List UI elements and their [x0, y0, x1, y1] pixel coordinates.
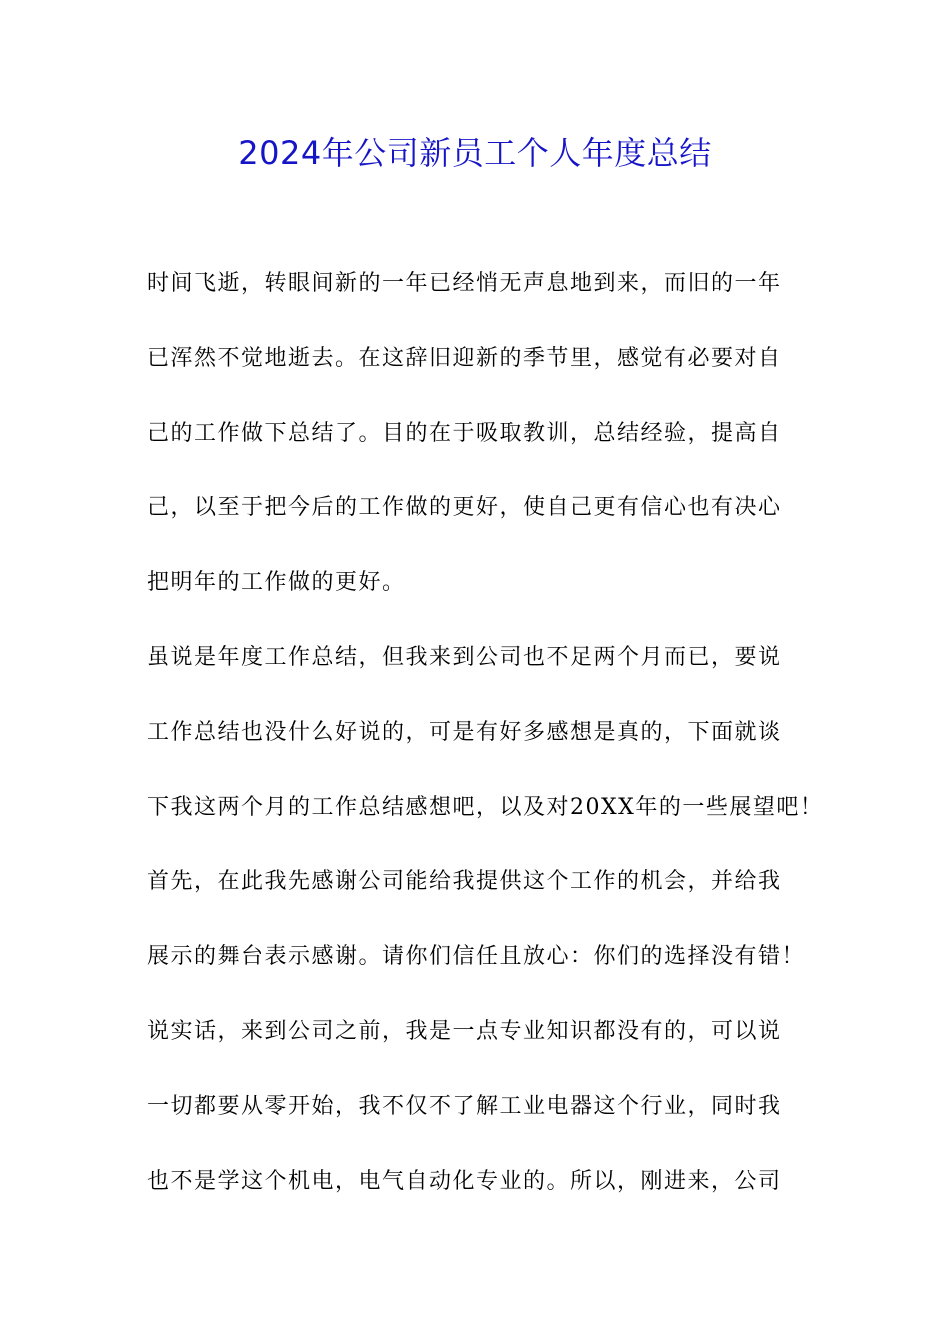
text-line: 把明年的工作做的更好。: [147, 570, 406, 596]
document-title: 2024年公司新员工个人年度总结: [238, 134, 712, 172]
text-line: 下我这两个月的工作总结感想吧，以及对20XX年的一些展望吧！: [147, 794, 824, 820]
text-line: 首先，在此我先感谢公司能给我提供这个工作的机会，并给我: [147, 869, 782, 895]
text-line: 一切都要从零开始，我不仅不了解工业电器这个行业，同时我: [147, 1093, 782, 1119]
text-line: 己，以至于把今后的工作做的更好，使自己更有信心也有决心: [147, 495, 782, 521]
text-line: 已浑然不觉地逝去。在这辞旧迎新的季节里，感觉有必要对自: [147, 345, 782, 371]
text-line: 说实话，来到公司之前，我是一点专业知识都没有的，可以说: [147, 1018, 782, 1044]
text-line: 展示的舞台表示感谢。请你们信任且放心：你们的选择没有错！: [147, 944, 806, 970]
text-line: 工作总结也没什么好说的，可是有好多感想是真的，下面就谈: [147, 719, 782, 745]
text-line: 虽说是年度工作总结，但我来到公司也不足两个月而已，要说: [147, 644, 782, 670]
text-line: 己的工作做下总结了。目的在于吸取教训，总结经验，提高自: [147, 420, 782, 446]
document-body: [147, 262, 824, 1234]
text-line: 时间飞逝，转眼间新的一年已经悄无声息地到来，而旧的一年: [147, 271, 782, 296]
text-line: 也不是学这个机电，电气自动化专业的。所以，刚进来，公司: [147, 1168, 782, 1194]
